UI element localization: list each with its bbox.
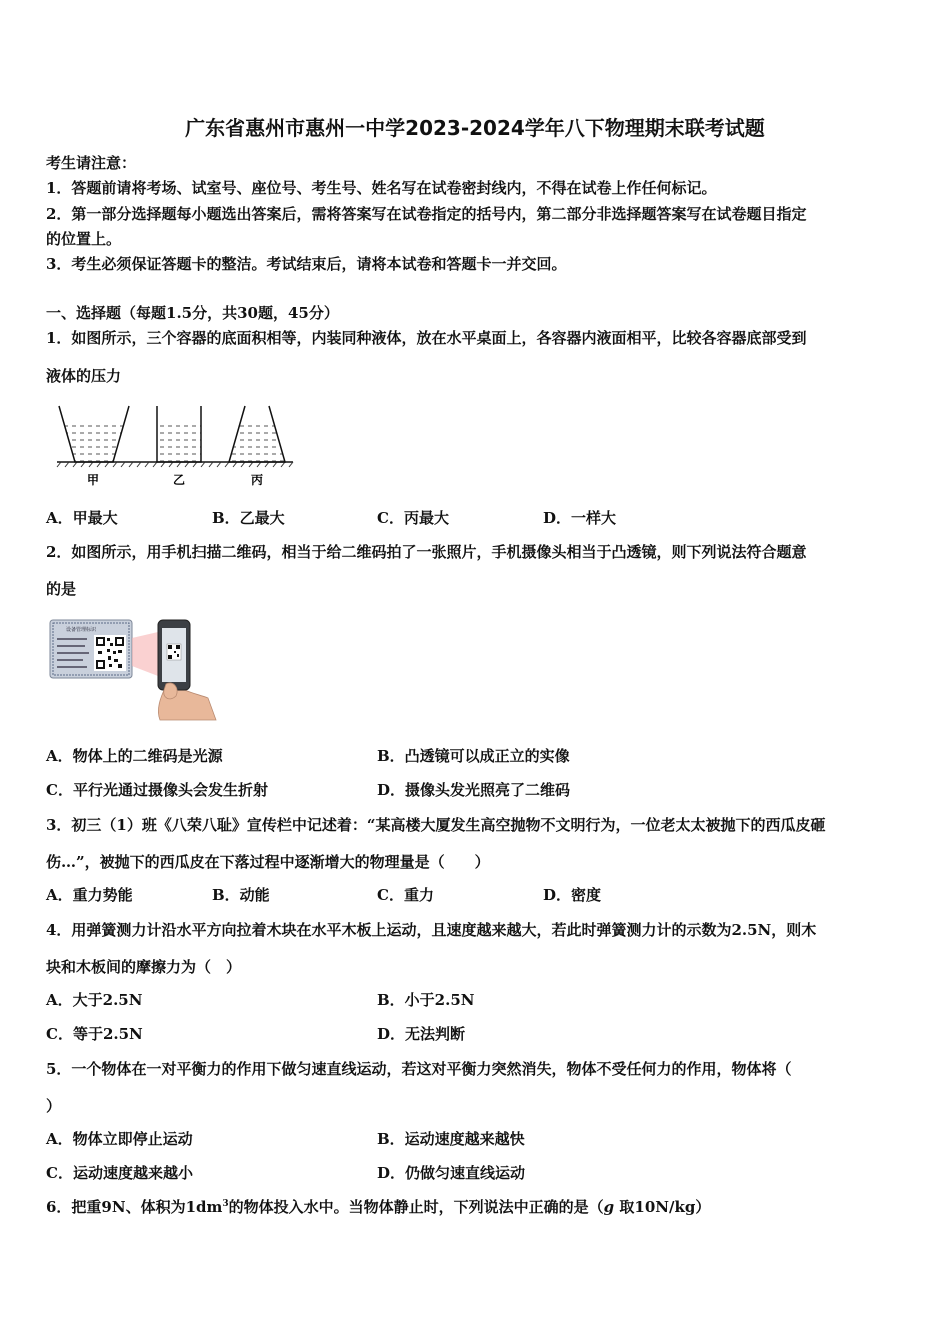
q4-option-b[interactable]: B．小于2.5N xyxy=(377,991,475,1009)
q2-option-d[interactable]: D．摄像头发光照亮了二维码 xyxy=(377,781,571,799)
notice-heading: 考生请注意： xyxy=(46,154,137,172)
q2-text: 2．如图所示，用手机扫描二维码，相当于给二维码拍了一张照片，手机摄像头相当于凸透镜，则下列说法符合题意 xyxy=(46,543,807,561)
qr-code-icon xyxy=(94,635,126,671)
q3-text-cont: 伤…”，被抛下的西瓜皮在下落过程中逐渐增大的物理量是（ ） xyxy=(46,853,490,871)
q2-text-cont: 的是 xyxy=(46,580,77,598)
q4-option-a[interactable]: A．大于2.5N xyxy=(46,991,143,1009)
q2-option-a[interactable]: A．物体上的二维码是光源 xyxy=(46,747,223,765)
q1-option-c[interactable]: C．丙最大 xyxy=(377,509,449,527)
q6-text-pre: 6．把重9N、体积为1dm xyxy=(46,1198,223,1216)
notice-item-2: 2．第一部分选择题每小题选出答案后，需将答案写在试卷指定的括号内，第二部分非选择题答案写在试卷题目指定 xyxy=(46,205,807,223)
q1-option-a[interactable]: A．甲最大 xyxy=(46,509,118,527)
notice-item-2-cont: 的位置上。 xyxy=(46,230,122,248)
q3-option-a[interactable]: A．重力势能 xyxy=(46,886,133,904)
scan-beam xyxy=(132,632,158,676)
label-bing: 丙 xyxy=(251,473,264,487)
q5-option-a[interactable]: A．物体立即停止运动 xyxy=(46,1130,193,1148)
q6-text-post: 的物体投入水中。当物体静止时，下列说法中正确的是（ xyxy=(228,1198,604,1216)
notice-item-1: 1．答题前请将考场、试室号、座位号、考生号、姓名写在试卷密封线内，不得在试卷上作任何标记。 xyxy=(46,179,717,197)
thumb xyxy=(164,683,177,699)
q6-text xyxy=(46,1196,710,1217)
page-title: 广东省惠州市惠州一中学2023-2024学年八下物理期末联考试题 xyxy=(185,116,765,140)
q2-option-b[interactable]: B．凸透镜可以成正立的实像 xyxy=(377,747,570,765)
phone-qr-icon xyxy=(167,644,181,660)
q6-text-tail: 取10N/kg） xyxy=(614,1198,711,1216)
q5-option-b[interactable]: B．运动速度越来越快 xyxy=(377,1130,525,1148)
q4-text: 4．用弹簧测力计沿水平方向拉着木块在水平木板上运动，且速度越来越大，若此时弹簧测力计的示数为2.5N，则木 xyxy=(46,921,817,939)
containers-figure xyxy=(55,402,295,488)
q3-option-d[interactable]: D．密度 xyxy=(543,886,602,904)
q5-option-c[interactable]: C．运动速度越来越小 xyxy=(46,1164,193,1182)
q4-option-c[interactable]: C．等于2.5N xyxy=(46,1025,143,1043)
label-jia: 甲 xyxy=(87,473,100,487)
label-yi: 乙 xyxy=(173,473,186,487)
q1-text: 1．如图所示，三个容器的底面积相等，内装同种液体，放在水平桌面上，各容器内液面相平，比较各容器底部受到 xyxy=(46,329,807,347)
container-yi-liquid xyxy=(157,420,201,462)
section-heading: 一、选择题（每题1.5分，共30题，45分） xyxy=(46,304,339,322)
q5-text-cont: ） xyxy=(46,1097,62,1115)
q1-text-cont: 液体的压力 xyxy=(46,367,122,385)
container-bing-liquid xyxy=(229,420,285,462)
q4-option-d[interactable]: D．无法判断 xyxy=(377,1025,466,1043)
q1-option-b[interactable]: B．乙最大 xyxy=(212,509,285,527)
q4-text-cont: 块和木板间的摩擦力为（ ） xyxy=(46,958,242,976)
q5-text: 5．一个物体在一对平衡力的作用下做匀速直线运动，若这对平衡力突然消失，物体不受任何力的作用，物体将（ xyxy=(46,1060,792,1078)
q3-option-b[interactable]: B．动能 xyxy=(212,886,270,904)
q1-option-d[interactable]: D．一样大 xyxy=(543,509,617,527)
container-jia-liquid xyxy=(63,420,125,462)
q2-option-c[interactable]: C．平行光通过摄像头会发生折射 xyxy=(46,781,268,799)
q6-g-symbol: g xyxy=(603,1198,615,1216)
q3-option-c[interactable]: C．重力 xyxy=(377,886,434,904)
qr-scan-figure xyxy=(48,614,218,722)
q6-unit-exponent: 3 xyxy=(222,1199,229,1209)
card-title: 设备管理标识 xyxy=(66,627,97,633)
q3-text: 3．初三（1）班《八荣八耻》宣传栏中记述着：“某高楼大厦发生高空抛物不文明行为，一位老太太被抛下的西瓜皮砸 xyxy=(46,816,826,834)
q5-option-d[interactable]: D．仍做匀速直线运动 xyxy=(377,1164,526,1182)
notice-item-3: 3．考生必须保证答题卡的整洁。考试结束后，请将本试卷和答题卡一并交回。 xyxy=(46,255,567,273)
